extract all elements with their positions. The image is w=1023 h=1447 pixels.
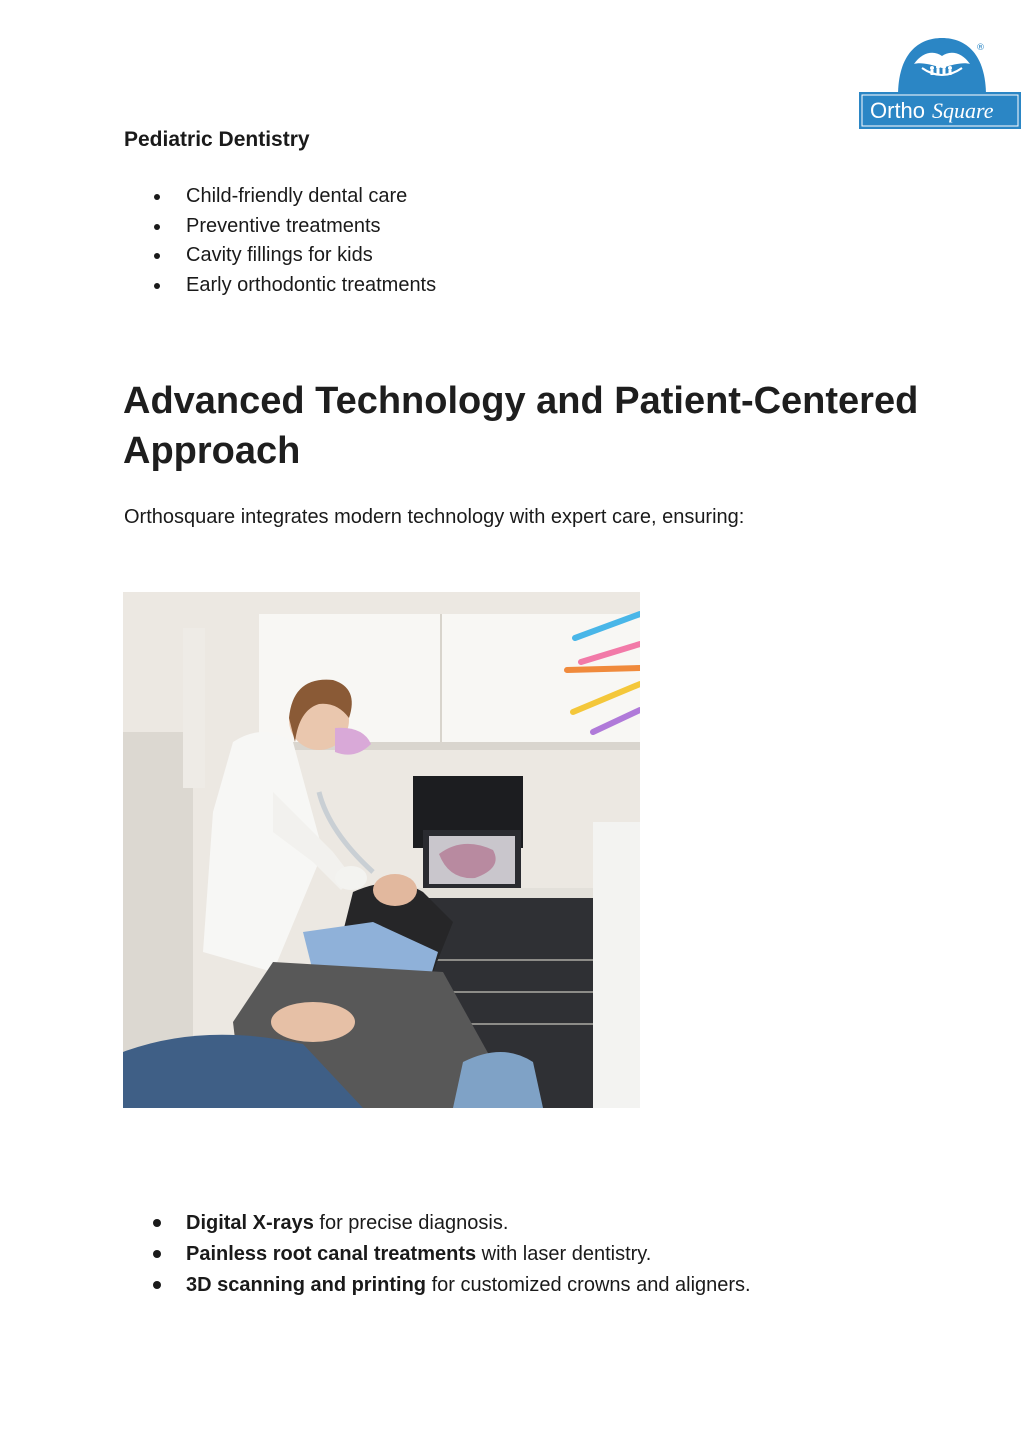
bullet-dot-icon — [154, 253, 160, 259]
list-item-text: with laser dentistry. — [476, 1243, 652, 1265]
list-item-text: Cavity fillings for kids — [186, 244, 373, 266]
list-item — [150, 1239, 751, 1270]
list-item-bold: Digital X-rays — [186, 1212, 314, 1234]
list-item — [150, 1270, 751, 1301]
intro-paragraph: Orthosquare integrates modern technology with expert care, ensuring: — [124, 506, 745, 528]
bullet-dot-icon — [153, 1219, 161, 1227]
dental-clinic-photo — [123, 592, 640, 1108]
list-item-text: Preventive treatments — [186, 214, 381, 237]
list-item-text: Child-friendly dental care — [186, 185, 408, 207]
list-item-text: for precise diagnosis. — [313, 1212, 509, 1234]
list-item-text: Early orthodontic treatments — [186, 273, 437, 296]
orthosquare-logo — [858, 34, 1022, 130]
list-item-bold: 3D scanning and printing — [186, 1274, 427, 1296]
logo-text-plain: Ortho — [870, 98, 926, 123]
bullet-dot-icon — [154, 283, 160, 289]
bullet-dot-icon — [153, 1281, 161, 1289]
bullet-dot-icon — [154, 224, 160, 230]
list-item — [150, 241, 436, 271]
list-item — [150, 271, 436, 301]
svg-text:®: ® — [976, 43, 985, 53]
page-title: Advanced Technology and Patient-Centered Approach — [123, 380, 919, 472]
pediatric-list — [150, 182, 436, 300]
list-item — [150, 212, 436, 242]
list-item-bold: Painless root canal treatments — [186, 1243, 477, 1265]
list-item — [150, 182, 436, 212]
bullet-dot-icon — [153, 1250, 161, 1258]
logo-text-script: Square — [932, 98, 994, 123]
list-item — [150, 1208, 751, 1239]
section-heading-pediatric: Pediatric Dentistry — [124, 128, 310, 151]
bullet-dot-icon — [154, 194, 160, 200]
technology-list — [150, 1208, 751, 1301]
list-item-text: for customized crowns and aligners. — [426, 1274, 751, 1296]
